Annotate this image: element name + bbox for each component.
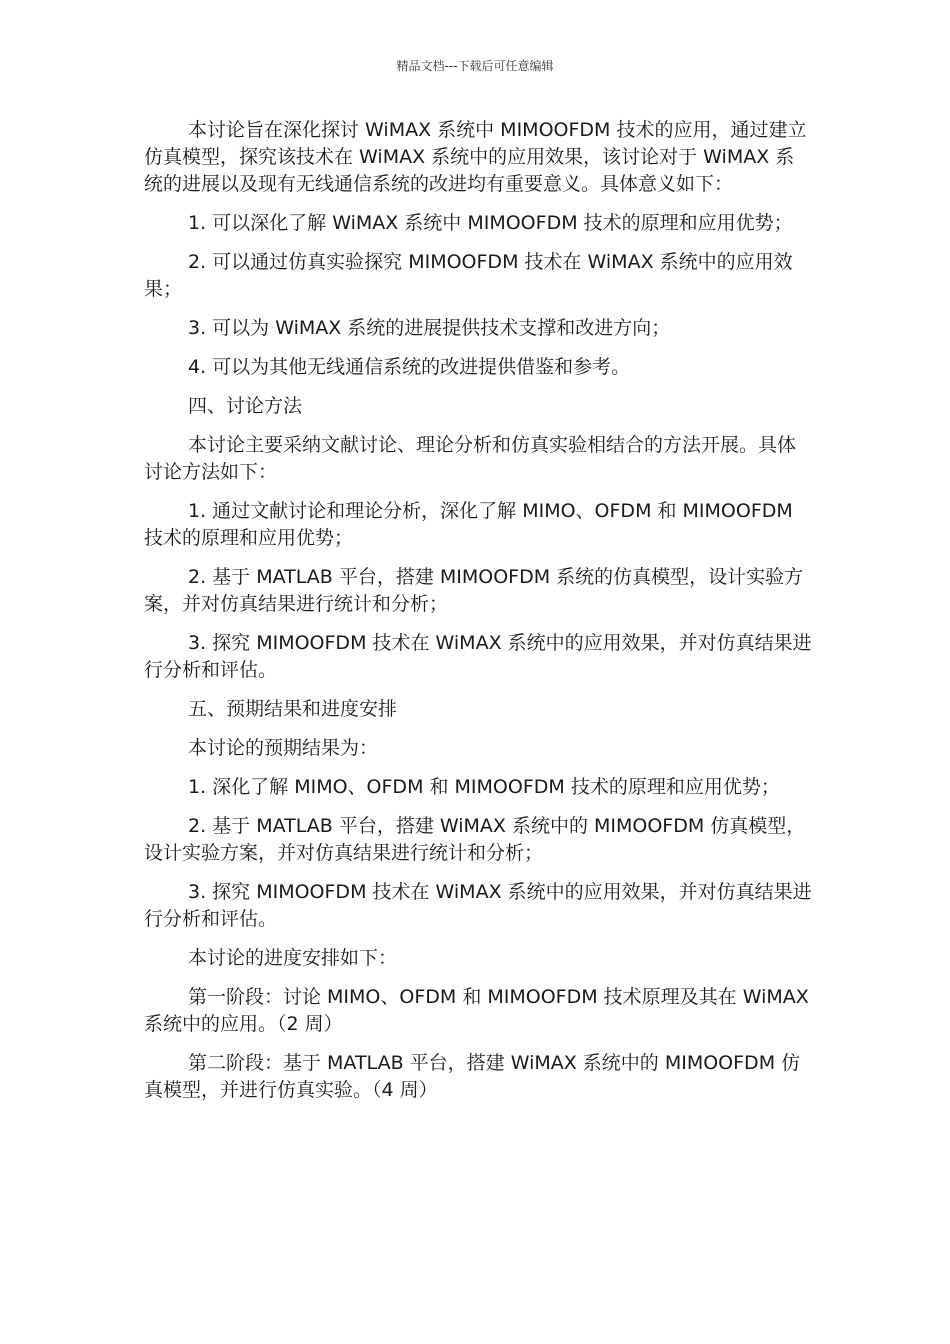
list-item: 3. 可以为 WiMAX 系统的进展提供技术支撑和改进方向； [188, 317, 671, 339]
list-item: 1. 深化了解 MIMO、OFDM 和 MIMOOFDM 技术的原理和应用优势； [188, 776, 780, 798]
document-body [144, 117, 812, 1116]
paragraph-methods-intro: 本讨论主要采纳文献讨论、理论分析和仿真实验相结合的方法开展。具体讨论方法如下： [144, 434, 797, 483]
paragraph-results-intro: 本讨论的预期结果为： [188, 737, 379, 759]
schedule-phase-2: 第二阶段：基于 MATLAB 平台，搭建 WiMAX 系统中的 MIMOOFDM 仿真模型，并进行仿真实验。（4 周） [144, 1052, 801, 1101]
paragraph-schedule-intro: 本讨论的进度安排如下： [188, 947, 398, 969]
schedule-phase-1: 第一阶段：讨论 MIMO、OFDM 和 MIMOOFDM 技术原理及其在 WiMAX 系统中的应用。（2 周） [144, 986, 809, 1035]
list-item: 2. 可以通过仿真实验探究 MIMOOFDM 技术在 WiMAX 系统中的应用效果； [144, 251, 793, 300]
list-item: 4. 可以为其他无线通信系统的改进提供借鉴和参考。 [188, 356, 631, 378]
list-item: 2. 基于 MATLAB 平台，搭建 WiMAX 系统中的 MIMOOFDM 仿真模型，设计实验方案，并对仿真结果进行统计和分析； [144, 815, 806, 864]
paragraph-intro: 本讨论旨在深化探讨 WiMAX 系统中 MIMOOFDM 技术的应用，通过建立仿真模型，探究该技术在 WiMAX 系统中的应用效果，该讨论对于 WiMAX 系统的进展以及现有无线通信系统的改进均有重要意义。具体意义如下： [144, 119, 807, 195]
section-heading-results-schedule: 五、预期结果和进度安排 [188, 698, 398, 720]
list-item: 1. 通过文献讨论和理论分析，深化了解 MIMO、OFDM 和 MIMOOFDM 技术的原理和应用优势； [144, 500, 793, 549]
list-item: 3. 探究 MIMOOFDM 技术在 WiMAX 系统中的应用效果，并对仿真结果进行分析和评估。 [144, 881, 812, 930]
list-item: 3. 探究 MIMOOFDM 技术在 WiMAX 系统中的应用效果，并对仿真结果进行分析和评估。 [144, 632, 812, 681]
section-heading-methods: 四、讨论方法 [188, 395, 303, 417]
list-item: 2. 基于 MATLAB 平台，搭建 MIMOOFDM 系统的仿真模型，设计实验方案，并对仿真结果进行统计和分析； [144, 566, 804, 615]
list-item: 1. 可以深化了解 WiMAX 系统中 MIMOOFDM 技术的原理和应用优势； [188, 212, 793, 234]
page-header: 精品文档---下载后可任意编辑 [396, 59, 554, 73]
